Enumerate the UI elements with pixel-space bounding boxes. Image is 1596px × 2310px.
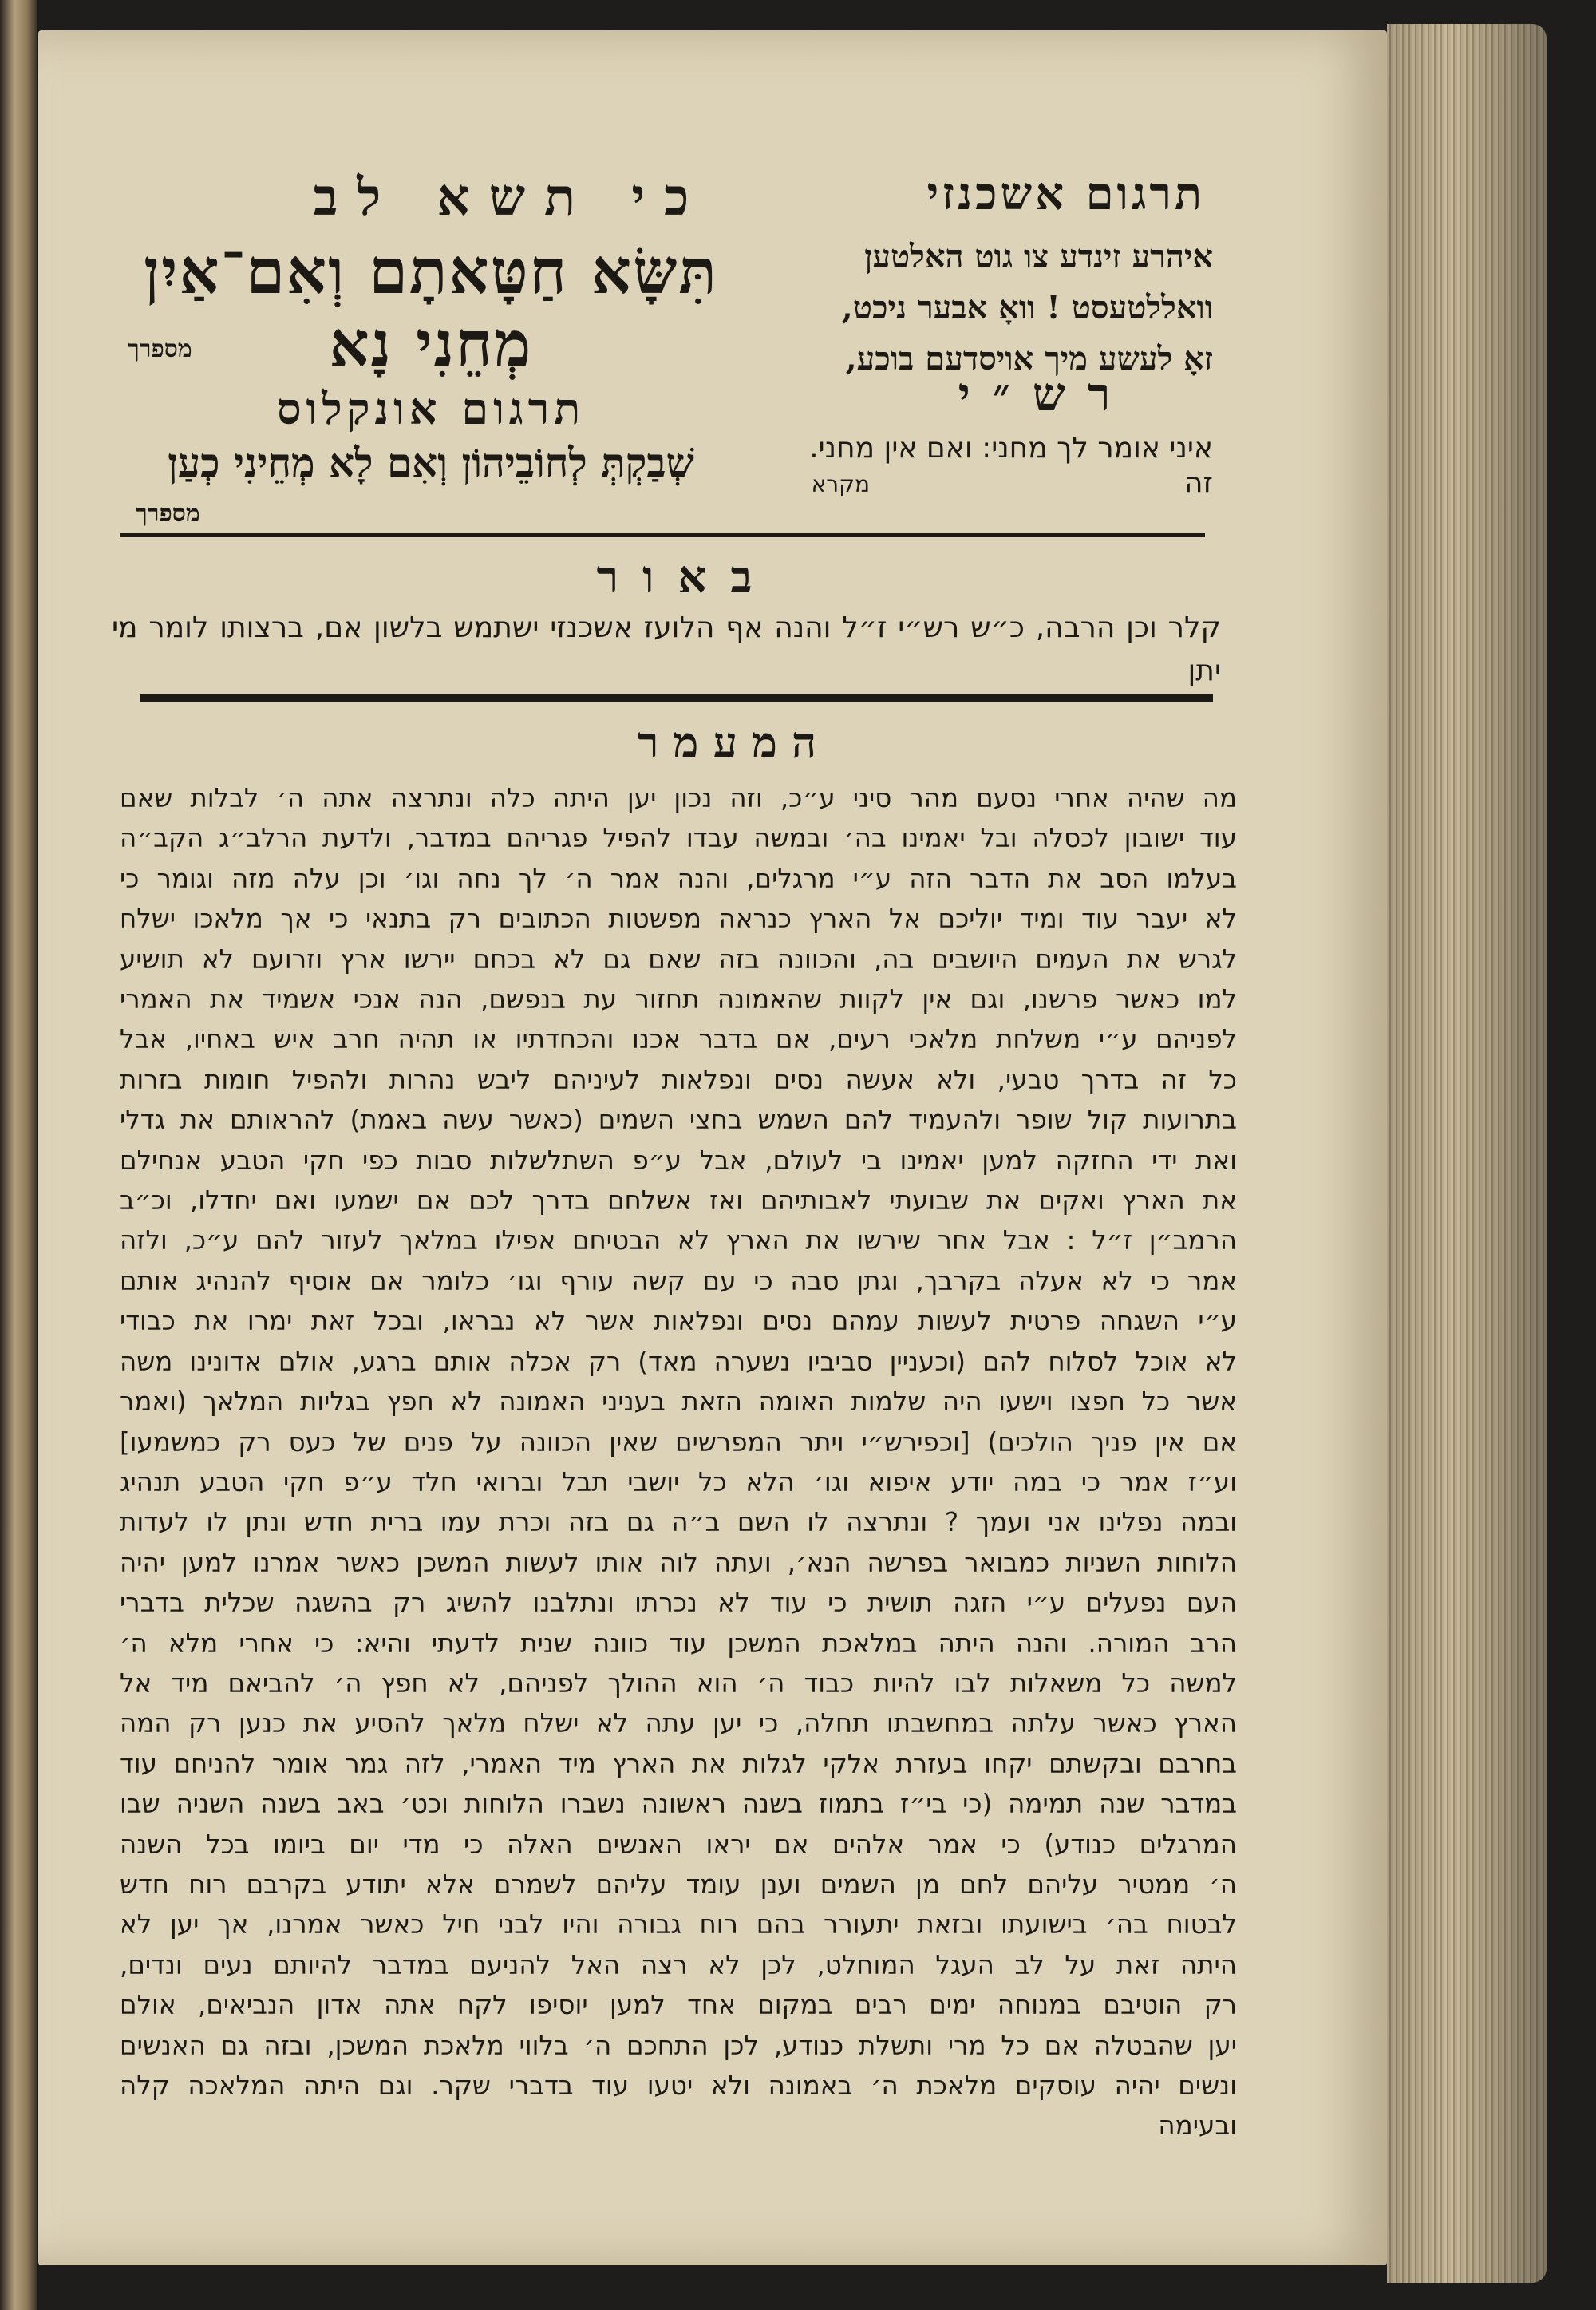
meamer-line: בתרועות קול שופר ולהעמיד להם השמש בחצי השמים (כאשר עשה באמת) להראותם את גדלי	[120, 1105, 1237, 1136]
rashi-text: איני אומר לך מחני: ואם אין מחני. זה	[809, 432, 1213, 500]
rashi-title: רש״י	[958, 367, 1133, 421]
meamer-body	[120, 778, 1237, 2146]
meamer-line: וע״ז אמר כי במה יודע איפוא וגו׳ הלא כל יושבי תבל וברואי חלד ע״פ חקי הטבע תנהיג	[120, 1466, 1237, 1497]
meamer-line: לא אוכל לסלוח להם (וכעניין סביביו נשערה מאד) רק אכלה אותם ברגע, אולם אדונינו משה	[120, 1346, 1237, 1377]
meamer-title: המעמר	[637, 717, 832, 768]
targum-ashkenazi-title: תרגום אשכנזי	[926, 168, 1205, 220]
meamer-line: בעלמו הסב את הדבר הזה ע״י מרגלים, והנה אמר ה׳ לך נחה וגו׳ וכן עלה מזה וגומר כי	[120, 863, 1237, 894]
targum-ashkenazi-line: וואללטעסט ! וואָ אבער ניכט,	[841, 289, 1213, 326]
meamer-line: לא יעבר עוד ומיד יוליכם אל הארץ כנראה מפשטות הכתובים רק בתנאי כי אך מלאכו ישלח	[120, 904, 1237, 935]
meamer-line: העם נפעלים ע״י הזגה תושית כי עוד לא נכרתו ונתלבנו להשיג רק בהשגה שכלית בדברי	[120, 1588, 1237, 1619]
meamer-line: רק הוטיבם במנוחה ימים רבים במקום אחד למען יוסיפו לקח אתה אדון הנביאים, אולם	[120, 1990, 1237, 2021]
verse-text: תִּשָּׂא חַטָּאתָם וְאִם־אַיִן מְחֵנִי נָא	[144, 235, 718, 381]
meamer-line: ואת ידי החזקה למען יאמינו בי לעולם, אבל ע״פ השתלשלות סבות כפי חקי הטבע אנחילם	[120, 1145, 1237, 1176]
targum-ashkenazi-line: איהרע זינדע צו גוט האלטען	[864, 238, 1213, 275]
biur-title: באור	[596, 551, 776, 603]
biur-text: קלר וכן הרבה, כ״ש רש״י ז״ל והנה אף הלועז אשכנזי ישתמש בלשון אם, ברצותו לומר מי יתן	[112, 611, 1221, 687]
left-page-spine	[0, 0, 37, 2310]
meamer-line: למשה כל משאלות לבו להיות כבוד ה׳ הוא ההולך לפניהם, לא חפץ ה׳ להביאם מיד אל	[120, 1667, 1237, 1699]
verse-continuation-marker: מספרך	[128, 335, 192, 363]
meamer-line: במדבר שנה תמימה (כי בי״ז בתמוז בשנה ראשונה נשברו הלוחות וכט׳ באב בשנה השניה שבו	[120, 1789, 1237, 1820]
verse-reference: כי תשא לב	[313, 168, 709, 227]
meamer-line: אם אין פניך הולכים) [וכפירש״י ויתר המפרשים שאין הכוונה על פנים של כעס רק כמשמעו]	[120, 1426, 1237, 1458]
meamer-line: הלוחות השניות כמבואר בפרשה הנא׳, ועתה לוה אותו לעשות המשכן כאשר אמרנו למען יהיה	[120, 1547, 1237, 1578]
meamer-line: ובמה נפלינו אני ועמך ? ונתרצה לו השם ב״ה גם בזה וכרת עמו ברית חדש ונתן לו לעדות	[120, 1507, 1237, 1538]
meamer-line: הארץ כאשר עלתה במחשבתו תחלה, כי יען עתה לא ישלח מלאך להסיע את כנען רק המה	[120, 1708, 1237, 1739]
onkelos-continuation-marker: מספרך	[136, 500, 200, 528]
meamer-line: לבטוח בה׳ בישועתו ובזאת יתעורר בהם רוח גבורה והיו לבני חיל כאשר אמרנו, אך יען לא	[120, 1909, 1237, 1940]
book-page-edges	[1387, 24, 1547, 2283]
meamer-line: ונשים יהיה עוסקים מלאכת ה׳ באמונה ולא יטעו עוד בדברי שקר. וגם היתה המלאכה קלה	[120, 2071, 1237, 2101]
meamer-line: מה שהיה אחרי נסעם מהר סיני ע״כ, וזה נכון יען היתה כלה ונתרצה אתה ה׳ לבלות שאם	[120, 783, 1237, 813]
onkelos-title: תרגום אונקלוס	[276, 383, 586, 434]
meamer-line: ובעימה	[1158, 2110, 1237, 2142]
meamer-line: הרב המורה. והנה היתה במלאכת המשכן עוד כוונה שנית לדעתי והיא: כי אחרי מלא ה׳	[120, 1628, 1237, 1659]
header-divider	[120, 533, 1205, 537]
meamer-line: יען שהבטלה אם כל מרי ותשלת כנודע, לכן התחכם ה׳ בלווי מלאכת המשכן, ובזה גם האנשים	[120, 2030, 1237, 2061]
meamer-line: ע״י השגחה פרטית לעשות עמהם נסים ונפלאות אשר לא נבראו, ובכל זאת ימרו את כבודי	[120, 1306, 1237, 1337]
biur-divider	[140, 694, 1213, 702]
meamer-line: בחרבם ובקשתם יקחו בעזרת אלקי לגלות את הארץ מיד האמרי, לזה גמר אומר להניחם עוד	[120, 1748, 1237, 1779]
meamer-line: היתה זאת על לב העגל המוחלט, לכן לא רצה האל להניעם במדבר להיותם נעים ונדים,	[120, 1949, 1237, 1980]
meamer-line: המרגלים כנודע) כי אמר אלהים אם יראו האנשים האלה כי מדי יום ביומו בכל השנה	[120, 1829, 1237, 1860]
rashi-source: מקרא	[811, 471, 870, 497]
onkelos-text: שְׁבַקְתְּ לְחוֹבֵיהוֹן וְאִם לָא מְחֵינִי כְעַן	[168, 439, 694, 486]
meamer-line: את הארץ ואקים את שבועתי לאבותיהם ואז אשלחם בדרך לכם אם ישמעו ואם יחדלו, וכ״ב	[120, 1185, 1237, 1216]
targum-ashkenazi-line: זאָ לעשע מיך אויסדעם בוכע,	[845, 340, 1213, 378]
meamer-line: הרמב״ן ז״ל : אבל אחר שירשו את הארץ לא הבטיחם אפילו במלאך לעזור להם ע״כ, ולזה	[120, 1225, 1237, 1256]
meamer-line: למו כאשר פרשנו, וגם אין לקוות שהאמונה תחזור עת בנפשם, הנה אנכי אשמיד את האמרי	[120, 984, 1237, 1015]
meamer-line: לגרש את העמים היושבים בה, והכוונה בזה שאם גם לא בכחם יירשו ארץ וזרועם לא תושיע	[120, 943, 1237, 975]
meamer-line: אשר כל חפצו וישעו היה שלמות האומה הזאת בעניני האמונה לא חפץ בגליות המלאך (ואמר	[120, 1386, 1237, 1418]
meamer-line: אמר כי לא אעלה בקרבך, וגתן סבה כי עם קשה עורף וגו׳ כלומר אם אוסיף להנהיג אותם	[120, 1265, 1237, 1296]
meamer-line: עוד ישובון לכסלה ובל יאמינו בה׳ ובמשה עבדו להפיל פגריהם במדבר, ולדעת הרלב״ג הקב״ה	[120, 823, 1237, 854]
meamer-line: כל זה בדרך טבעי, ולא אעשה נסים ונפלאות לעיניהם ליבש נהרות ולהפיל חומות בזרות	[120, 1064, 1237, 1095]
meamer-line: ה׳ ממטיר עליהם לחם מן השמים וענן עומד עליהם לשמרם אלא יתודע בקרבם רוח חדש	[120, 1869, 1237, 1900]
targum-ashkenazi-text	[814, 231, 1213, 385]
meamer-line: לפניהם ע״י משלחת מלאכי רעים, אם בדבר אכנו והכחדתיו או תהיה חרב איש באחיו, אבל	[120, 1024, 1237, 1055]
